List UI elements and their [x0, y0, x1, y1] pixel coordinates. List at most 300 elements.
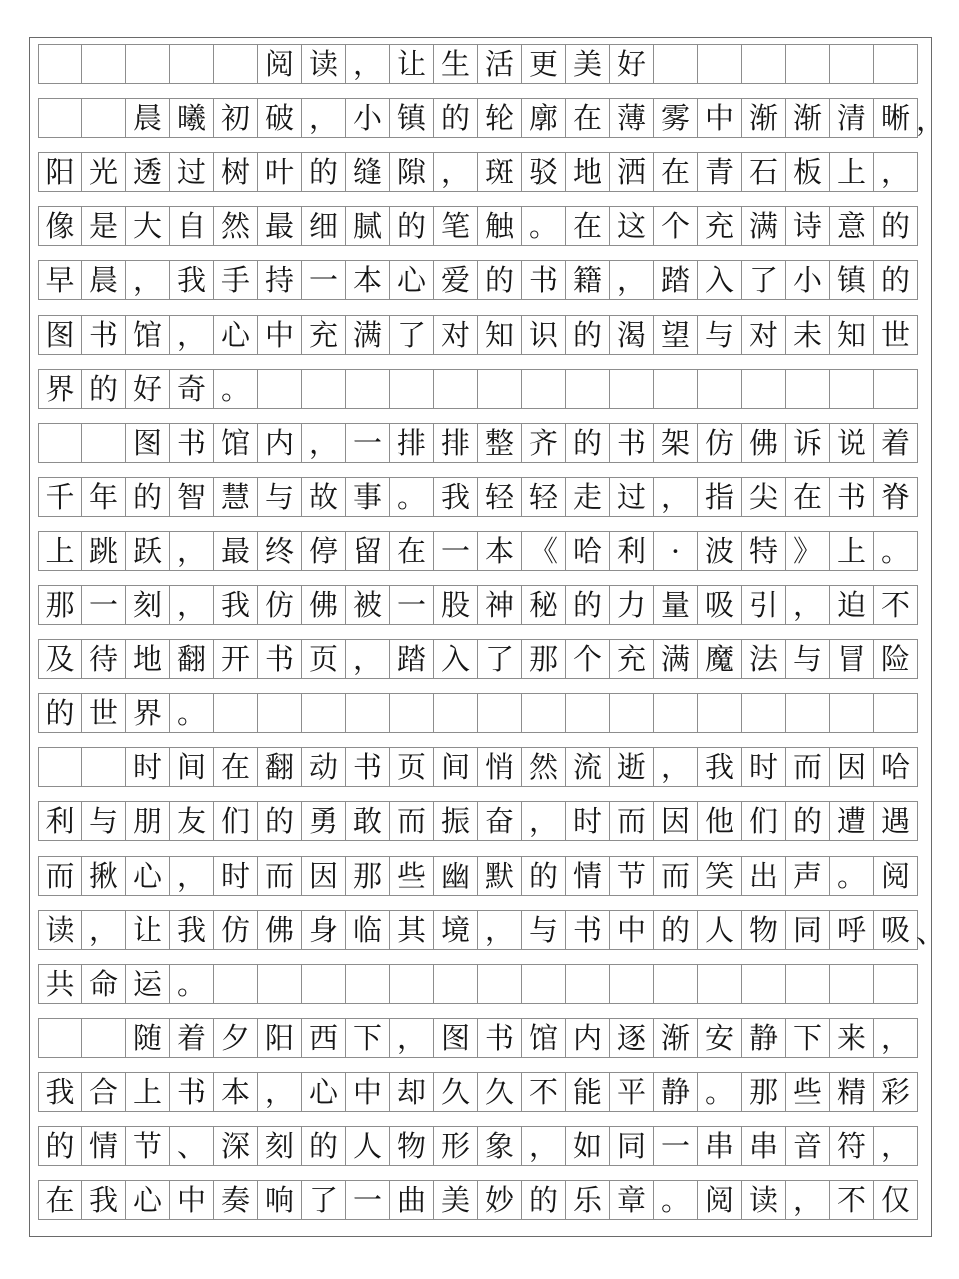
- text-line: [38, 152, 920, 192]
- grid-cell: 阳: [38, 152, 82, 192]
- grid-cell: 仿: [214, 910, 258, 950]
- title-line: [38, 44, 920, 84]
- grid-cell: ，: [654, 747, 698, 787]
- grid-cell: ，: [874, 152, 918, 192]
- grid-cell: 中: [170, 1180, 214, 1220]
- grid-cell: 镇: [390, 98, 434, 138]
- grid-cell: 故: [302, 477, 346, 517]
- grid-cell: [786, 369, 830, 409]
- grid-cell: 最: [258, 206, 302, 246]
- grid-cell: 哈: [566, 531, 610, 571]
- grid-cell: 意: [830, 206, 874, 246]
- grid-cell: ，: [522, 801, 566, 841]
- grid-cell: 命: [82, 964, 126, 1004]
- text-line: [38, 477, 920, 517]
- grid-cell: 与: [522, 910, 566, 950]
- grid-cell: 因: [830, 747, 874, 787]
- grid-cell: 晰: [874, 98, 918, 138]
- grid-cell: 利: [38, 801, 82, 841]
- grid-cell: 而: [38, 856, 82, 896]
- grid-cell: 一: [434, 531, 478, 571]
- grid-cell: 跳: [82, 531, 126, 571]
- grid-cell: [830, 693, 874, 733]
- grid-cell: 的: [434, 98, 478, 138]
- grid-cell: 刻: [126, 585, 170, 625]
- grid-cell: ，: [874, 1018, 918, 1058]
- grid-cell: 《: [522, 531, 566, 571]
- grid-cell: [874, 44, 918, 84]
- grid-cell: 同: [610, 1126, 654, 1166]
- text-line: [38, 1180, 920, 1220]
- grid-cell: 心: [126, 1180, 170, 1220]
- grid-cell: 神: [478, 585, 522, 625]
- grid-cell: [390, 369, 434, 409]
- grid-cell: 妙: [478, 1180, 522, 1220]
- grid-cell: 合: [82, 1072, 126, 1112]
- grid-cell: [654, 693, 698, 733]
- grid-cell: 缝: [346, 152, 390, 192]
- grid-cell: 美: [566, 44, 610, 84]
- grid-cell: 仿: [698, 423, 742, 463]
- grid-cell: 对: [742, 315, 786, 355]
- grid-cell: 乐: [566, 1180, 610, 1220]
- grid-cell: 一: [390, 585, 434, 625]
- grid-cell: 迫: [830, 585, 874, 625]
- grid-cell: 然: [214, 206, 258, 246]
- grid-cell: 随: [126, 1018, 170, 1058]
- grid-cell: 振: [434, 801, 478, 841]
- grid-cell: [654, 964, 698, 1004]
- grid-cell: 不: [522, 1072, 566, 1112]
- grid-cell: 静: [742, 1018, 786, 1058]
- text-line: [38, 585, 920, 625]
- grid-cell: 。: [698, 1072, 742, 1112]
- grid-cell: 与: [258, 477, 302, 517]
- grid-cell: 时: [566, 801, 610, 841]
- grid-cell: ，: [170, 315, 214, 355]
- grid-cell: 对: [434, 315, 478, 355]
- grid-cell: 然: [522, 747, 566, 787]
- grid-cell: 因: [654, 801, 698, 841]
- grid-cell: 精: [830, 1072, 874, 1112]
- grid-cell: 共: [38, 964, 82, 1004]
- grid-cell: 破: [258, 98, 302, 138]
- grid-cell: 叶: [258, 152, 302, 192]
- grid-cell: 运: [126, 964, 170, 1004]
- grid-cell: 仅: [874, 1180, 918, 1220]
- grid-cell: 与: [82, 801, 126, 841]
- grid-cell: ，: [302, 98, 346, 138]
- grid-cell: 时: [214, 856, 258, 896]
- grid-cell: 个: [654, 206, 698, 246]
- grid-cell: 的: [258, 801, 302, 841]
- grid-cell: 踏: [390, 639, 434, 679]
- grid-cell: [522, 693, 566, 733]
- grid-cell: 读: [302, 44, 346, 84]
- grid-cell: 籍: [566, 260, 610, 300]
- grid-cell: 默: [478, 856, 522, 896]
- grid-cell: 了: [478, 639, 522, 679]
- grid-cell: 驳: [522, 152, 566, 192]
- grid-cell: 一: [82, 585, 126, 625]
- grid-cell: 充: [610, 639, 654, 679]
- grid-cell: 让: [390, 44, 434, 84]
- grid-cell: 的: [874, 260, 918, 300]
- grid-cell: 轮: [478, 98, 522, 138]
- grid-cell: 的: [126, 477, 170, 517]
- grid-cell: 望: [654, 315, 698, 355]
- grid-cell: 本: [346, 260, 390, 300]
- grid-cell: 地: [566, 152, 610, 192]
- grid-cell: 书: [170, 423, 214, 463]
- grid-cell: 量: [654, 585, 698, 625]
- grid-cell: 在: [38, 1180, 82, 1220]
- grid-cell: 些: [390, 856, 434, 896]
- grid-cell: 人: [698, 910, 742, 950]
- grid-cell: 。: [874, 531, 918, 571]
- grid-cell: 中: [698, 98, 742, 138]
- grid-cell: 友: [170, 801, 214, 841]
- grid-cell: 镇: [830, 260, 874, 300]
- grid-cell: 在: [390, 531, 434, 571]
- grid-cell: 法: [742, 639, 786, 679]
- grid-cell: 象: [478, 1126, 522, 1166]
- grid-cell: [82, 98, 126, 138]
- grid-cell: 时: [126, 747, 170, 787]
- grid-cell: ，: [434, 152, 478, 192]
- grid-cell: [214, 693, 258, 733]
- grid-cell: 波: [698, 531, 742, 571]
- grid-cell: 的: [302, 152, 346, 192]
- grid-cell: ，: [302, 423, 346, 463]
- grid-cell: 佛: [258, 910, 302, 950]
- grid-cell: 书: [258, 639, 302, 679]
- grid-cell: 轻: [522, 477, 566, 517]
- grid-cell: 最: [214, 531, 258, 571]
- grid-cell: 的: [38, 1126, 82, 1166]
- grid-cell: 心: [390, 260, 434, 300]
- grid-cell: 个: [566, 639, 610, 679]
- text-line: [38, 206, 920, 246]
- grid-cell: 界: [126, 693, 170, 733]
- grid-cell: 音: [786, 1126, 830, 1166]
- grid-cell: 平: [610, 1072, 654, 1112]
- grid-cell: 情: [82, 1126, 126, 1166]
- grid-cell: 出: [742, 856, 786, 896]
- grid-cell: 我: [214, 585, 258, 625]
- grid-cell: 的: [566, 315, 610, 355]
- text-line: [38, 639, 920, 679]
- grid-cell: 》: [786, 531, 830, 571]
- grid-cell: 吸: [874, 910, 918, 950]
- grid-cell: 读: [742, 1180, 786, 1220]
- grid-cell: 书: [346, 747, 390, 787]
- grid-cell: 勇: [302, 801, 346, 841]
- grid-cell: 斑: [478, 152, 522, 192]
- grid-cell: ，: [82, 910, 126, 950]
- grid-cell: [302, 693, 346, 733]
- grid-cell: 的: [390, 206, 434, 246]
- grid-cell: 利: [610, 531, 654, 571]
- grid-cell: 一: [346, 1180, 390, 1220]
- grid-cell: 逐: [610, 1018, 654, 1058]
- text-line: [38, 910, 946, 950]
- grid-cell: ，: [478, 910, 522, 950]
- overflow-punctuation: 、: [916, 914, 946, 949]
- grid-cell: 吸: [698, 585, 742, 625]
- grid-cell: [566, 964, 610, 1004]
- grid-cell: [258, 964, 302, 1004]
- grid-cell: [742, 369, 786, 409]
- grid-cell: 开: [214, 639, 258, 679]
- grid-cell: [214, 964, 258, 1004]
- grid-cell: 我: [38, 1072, 82, 1112]
- grid-cell: 树: [214, 152, 258, 192]
- grid-cell: 排: [434, 423, 478, 463]
- grid-cell: ，: [786, 585, 830, 625]
- grid-cell: 力: [610, 585, 654, 625]
- grid-cell: 节: [610, 856, 654, 896]
- grid-cell: 书: [830, 477, 874, 517]
- grid-cell: 走: [566, 477, 610, 517]
- grid-cell: [346, 369, 390, 409]
- grid-cell: 悄: [478, 747, 522, 787]
- text-line: [38, 369, 920, 409]
- grid-cell: [786, 693, 830, 733]
- grid-cell: 的: [522, 1180, 566, 1220]
- grid-cell: 廓: [522, 98, 566, 138]
- grid-cell: 踏: [654, 260, 698, 300]
- grid-cell: 同: [786, 910, 830, 950]
- grid-cell: 中: [610, 910, 654, 950]
- grid-cell: ，: [786, 1180, 830, 1220]
- text-line: [38, 98, 946, 138]
- grid-cell: [82, 1018, 126, 1058]
- grid-cell: 手: [214, 260, 258, 300]
- grid-cell: 渐: [742, 98, 786, 138]
- grid-cell: [742, 964, 786, 1004]
- grid-cell: [522, 964, 566, 1004]
- grid-cell: 朋: [126, 801, 170, 841]
- grid-cell: [390, 964, 434, 1004]
- grid-cell: [258, 369, 302, 409]
- grid-cell: 内: [258, 423, 302, 463]
- grid-cell: 们: [742, 801, 786, 841]
- grid-cell: 了: [302, 1180, 346, 1220]
- grid-cell: 充: [302, 315, 346, 355]
- grid-cell: 架: [654, 423, 698, 463]
- grid-cell: 图: [38, 315, 82, 355]
- grid-cell: 幽: [434, 856, 478, 896]
- grid-cell: 节: [126, 1126, 170, 1166]
- grid-cell: 馆: [126, 315, 170, 355]
- grid-cell: 不: [830, 1180, 874, 1220]
- grid-cell: 久: [478, 1072, 522, 1112]
- grid-cell: 奋: [478, 801, 522, 841]
- grid-cell: 自: [170, 206, 214, 246]
- grid-cell: [302, 369, 346, 409]
- grid-cell: 书: [170, 1072, 214, 1112]
- grid-cell: 翻: [170, 639, 214, 679]
- text-line: [38, 964, 920, 1004]
- grid-cell: 洒: [610, 152, 654, 192]
- grid-cell: 书: [610, 423, 654, 463]
- grid-cell: 他: [698, 801, 742, 841]
- grid-cell: 间: [170, 747, 214, 787]
- grid-cell: 馆: [522, 1018, 566, 1058]
- grid-cell: 本: [214, 1072, 258, 1112]
- text-line: [38, 856, 920, 896]
- text-line: [38, 693, 920, 733]
- grid-cell: ，: [346, 639, 390, 679]
- grid-cell: 曲: [390, 1180, 434, 1220]
- grid-cell: [698, 693, 742, 733]
- grid-cell: 那: [38, 585, 82, 625]
- grid-cell: 跃: [126, 531, 170, 571]
- grid-cell: [830, 369, 874, 409]
- text-line: [38, 1072, 920, 1112]
- grid-cell: 那: [522, 639, 566, 679]
- grid-cell: 奏: [214, 1180, 258, 1220]
- grid-cell: 的: [522, 856, 566, 896]
- grid-cell: ，: [610, 260, 654, 300]
- text-line: [38, 1018, 920, 1058]
- grid-cell: 西: [302, 1018, 346, 1058]
- grid-cell: 着: [874, 423, 918, 463]
- grid-cell: 的: [478, 260, 522, 300]
- grid-cell: 早: [38, 260, 82, 300]
- grid-cell: 能: [566, 1072, 610, 1112]
- grid-cell: 深: [214, 1126, 258, 1166]
- grid-cell: 阳: [258, 1018, 302, 1058]
- text-line: [38, 801, 920, 841]
- grid-cell: 仿: [258, 585, 302, 625]
- grid-cell: 知: [478, 315, 522, 355]
- grid-cell: 满: [346, 315, 390, 355]
- grid-cell: 了: [742, 260, 786, 300]
- grid-cell: [566, 369, 610, 409]
- grid-cell: 清: [830, 98, 874, 138]
- grid-cell: 界: [38, 369, 82, 409]
- grid-cell: 好: [126, 369, 170, 409]
- grid-cell: 符: [830, 1126, 874, 1166]
- grid-cell: [302, 964, 346, 1004]
- grid-cell: 内: [566, 1018, 610, 1058]
- grid-cell: 本: [478, 531, 522, 571]
- grid-cell: 生: [434, 44, 478, 84]
- grid-cell: 流: [566, 747, 610, 787]
- grid-cell: 的: [874, 206, 918, 246]
- grid-cell: 上: [830, 531, 874, 571]
- grid-cell: 情: [566, 856, 610, 896]
- grid-cell: 在: [214, 747, 258, 787]
- grid-cell: 阅: [874, 856, 918, 896]
- grid-cell: 页: [302, 639, 346, 679]
- grid-cell: 的: [38, 693, 82, 733]
- grid-cell: 遭: [830, 801, 874, 841]
- grid-cell: 串: [698, 1126, 742, 1166]
- grid-cell: [390, 693, 434, 733]
- grid-cell: 尖: [742, 477, 786, 517]
- grid-cell: 阅: [258, 44, 302, 84]
- grid-cell: [610, 964, 654, 1004]
- grid-cell: 时: [742, 747, 786, 787]
- grid-cell: 夕: [214, 1018, 258, 1058]
- grid-cell: 被: [346, 585, 390, 625]
- grid-cell: 翻: [258, 747, 302, 787]
- grid-cell: 串: [742, 1126, 786, 1166]
- grid-cell: 这: [610, 206, 654, 246]
- grid-cell: 响: [258, 1180, 302, 1220]
- grid-cell: 世: [82, 693, 126, 733]
- grid-cell: 一: [346, 423, 390, 463]
- grid-cell: 那: [346, 856, 390, 896]
- grid-cell: [346, 964, 390, 1004]
- grid-cell: 更: [522, 44, 566, 84]
- grid-cell: 诉: [786, 423, 830, 463]
- grid-cell: 临: [346, 910, 390, 950]
- grid-cell: [698, 964, 742, 1004]
- grid-cell: 青: [698, 152, 742, 192]
- grid-cell: 因: [302, 856, 346, 896]
- grid-cell: 终: [258, 531, 302, 571]
- grid-cell: [698, 44, 742, 84]
- grid-cell: 书: [82, 315, 126, 355]
- grid-cell: 我: [434, 477, 478, 517]
- grid-cell: 来: [830, 1018, 874, 1058]
- grid-cell: 其: [390, 910, 434, 950]
- grid-cell: 身: [302, 910, 346, 950]
- grid-cell: ，: [346, 44, 390, 84]
- grid-cell: 细: [302, 206, 346, 246]
- grid-cell: [742, 44, 786, 84]
- grid-cell: 大: [126, 206, 170, 246]
- grid-cell: 美: [434, 1180, 478, 1220]
- grid-cell: 物: [742, 910, 786, 950]
- grid-cell: 。: [522, 206, 566, 246]
- grid-cell: 指: [698, 477, 742, 517]
- grid-cell: 哈: [874, 747, 918, 787]
- grid-cell: 过: [170, 152, 214, 192]
- grid-cell: 的: [302, 1126, 346, 1166]
- grid-cell: ，: [390, 1018, 434, 1058]
- grid-cell: 形: [434, 1126, 478, 1166]
- grid-cell: 停: [302, 531, 346, 571]
- grid-cell: 年: [82, 477, 126, 517]
- grid-cell: 渐: [654, 1018, 698, 1058]
- grid-cell: 揪: [82, 856, 126, 896]
- grid-cell: ·: [654, 531, 698, 571]
- grid-cell: 佛: [302, 585, 346, 625]
- grid-cell: [38, 747, 82, 787]
- grid-cell: 书: [522, 260, 566, 300]
- grid-cell: 板: [786, 152, 830, 192]
- grid-cell: 书: [566, 910, 610, 950]
- grid-cell: 上: [126, 1072, 170, 1112]
- text-line: [38, 747, 920, 787]
- grid-cell: 读: [38, 910, 82, 950]
- text-line: [38, 423, 920, 463]
- grid-cell: 事: [346, 477, 390, 517]
- grid-cell: ，: [522, 1126, 566, 1166]
- grid-cell: [698, 369, 742, 409]
- grid-cell: ，: [874, 1126, 918, 1166]
- grid-cell: ，: [258, 1072, 302, 1112]
- grid-cell: 上: [830, 152, 874, 192]
- grid-cell: [654, 44, 698, 84]
- grid-cell: 的: [566, 585, 610, 625]
- grid-cell: 及: [38, 639, 82, 679]
